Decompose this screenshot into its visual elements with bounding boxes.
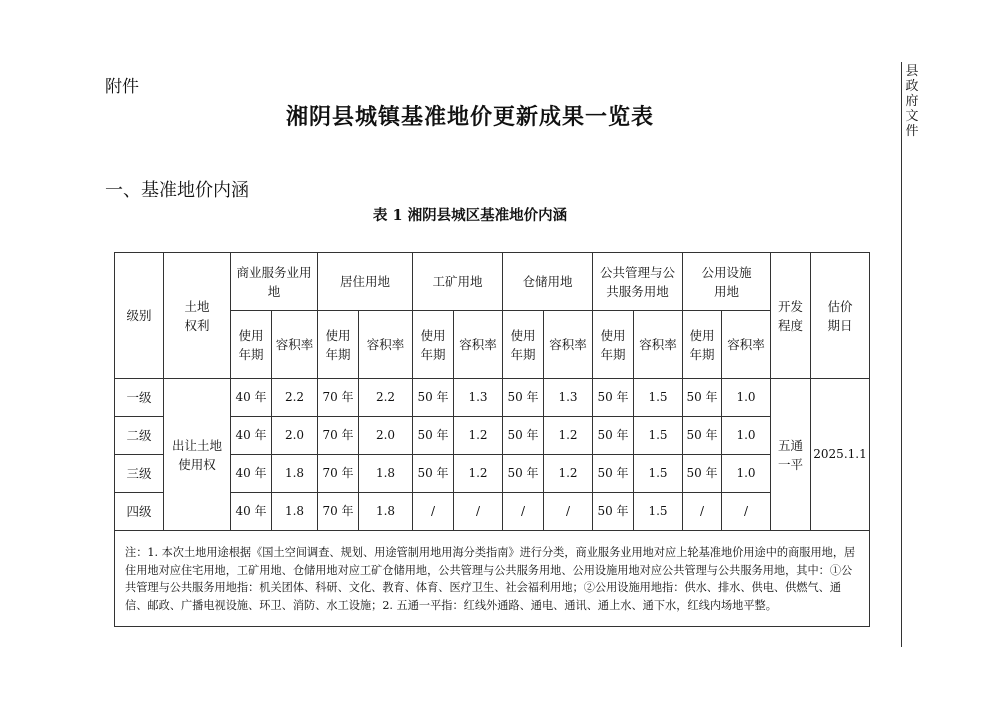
margin-divider-line: [901, 62, 902, 647]
table-cell: 1.2: [454, 417, 503, 455]
land-price-table: [114, 252, 870, 627]
subheader-period-text: 使用年期: [510, 327, 536, 362]
subheader-far: 容积率: [359, 311, 413, 379]
table-cell: 1.3: [544, 379, 593, 417]
table-cell: 2.0: [272, 417, 318, 455]
header-dev-degree-text: 开发程度: [777, 298, 803, 333]
subheader-period: [413, 311, 454, 379]
table-cell: 1.2: [454, 455, 503, 493]
subheader-period: [503, 311, 544, 379]
table-cell: 2.0: [359, 417, 413, 455]
header-industrial: 工矿用地: [413, 253, 503, 311]
table-cell: /: [413, 493, 454, 531]
subheader-period-text: 使用年期: [600, 327, 626, 362]
document-title: 湘阴县城镇基准地价更新成果一览表: [285, 104, 654, 130]
table-cell: /: [722, 493, 771, 531]
table-cell: 70 年: [318, 493, 359, 531]
subheader-far: 容积率: [634, 311, 683, 379]
subheader-period-text: 使用年期: [420, 327, 446, 362]
header-public-service: [593, 253, 683, 311]
header-land-right-text: 土地权利: [184, 298, 210, 333]
table-cell: 1.5: [634, 455, 683, 493]
table-cell: 1.0: [722, 417, 771, 455]
table-cell: 1.5: [634, 417, 683, 455]
land-right-value: [164, 379, 231, 531]
table-cell: 1.5: [634, 493, 683, 531]
table-cell: 1.3: [454, 379, 503, 417]
subheader-period-text: 使用年期: [689, 327, 715, 362]
table-cell: 50 年: [413, 417, 454, 455]
table-cell: 1.8: [272, 455, 318, 493]
header-residential: 居住用地: [318, 253, 413, 311]
header-warehouse: 仓储用地: [503, 253, 593, 311]
table-caption: 表 1 湘阴县城区基准地价内涵: [372, 207, 568, 224]
table-cell: /: [544, 493, 593, 531]
table-cell: 1.8: [359, 493, 413, 531]
subheader-far: 容积率: [272, 311, 318, 379]
subheader-period-text: 使用年期: [238, 327, 264, 362]
table-cell: 70 年: [318, 379, 359, 417]
subheader-period: [231, 311, 272, 379]
table-cell: 70 年: [318, 417, 359, 455]
table-cell: 40 年: [231, 417, 272, 455]
header-land-right: [164, 253, 231, 379]
subheader-period: [683, 311, 722, 379]
table-row: [115, 379, 870, 417]
subheader-period: [593, 311, 634, 379]
table-cell: 1.5: [634, 379, 683, 417]
table-cell: 50 年: [683, 379, 722, 417]
subheader-far: 容积率: [722, 311, 771, 379]
table-cell: 50 年: [503, 455, 544, 493]
header-utilities-text: 公用设施用地: [701, 264, 752, 299]
table-cell: 1.8: [359, 455, 413, 493]
section-heading: 一、基准地价内涵: [105, 180, 249, 201]
dev-degree-value-text: 五通一平: [777, 437, 803, 472]
table-cell: 1.0: [722, 379, 771, 417]
row-level: 一级: [115, 379, 164, 417]
table-cell: /: [503, 493, 544, 531]
table-cell: 1.2: [544, 455, 593, 493]
row-level: 三级: [115, 455, 164, 493]
header-public-service-text: 公共管理与公共服务用地: [599, 264, 675, 299]
table-cell: 50 年: [593, 417, 634, 455]
table-cell: 50 年: [503, 417, 544, 455]
table-cell: 50 年: [593, 379, 634, 417]
table-cell: /: [454, 493, 503, 531]
header-commercial: [231, 253, 318, 311]
subheader-far: 容积率: [544, 311, 593, 379]
subheader-period: [318, 311, 359, 379]
table-cell: 50 年: [683, 455, 722, 493]
table-cell: /: [683, 493, 722, 531]
table-cell: 50 年: [593, 455, 634, 493]
dev-degree-value: [771, 379, 811, 531]
header-level: 级别: [115, 253, 164, 379]
header-dev-degree: [771, 253, 811, 379]
table-cell: 1.2: [544, 417, 593, 455]
table-note: 注：1. 本次土地用途根据《国土空间调查、规划、用途管制用地用海分类指南》进行分类，商业服务业用地对应上轮基准地价用途中的商服用地，居住用地对应住宅用地，工矿用地、仓储用地对应工矿仓储用地，公共管理与公共服务用地、公用设施用地对应公共管理与公共服务用地，其中：①公共管理与公共服务用地指：机关团体、科研、文化、教育、体育、医疗卫生、社会福利用地；②公用设施用地指：供水、排水、供电、供燃气、通信、邮政、广播电视设施、环卫、消防、水工设施；2. 五通一平指：红线外通路、通电、通讯、通上水、通下水，红线内场地平整。: [115, 531, 870, 627]
table-cell: 40 年: [231, 455, 272, 493]
table-cell: 40 年: [231, 379, 272, 417]
side-margin-label: 县政府文件: [905, 64, 919, 139]
header-valuation-date: [811, 253, 870, 379]
valuation-date-value: 2025.1.1: [811, 379, 870, 531]
table-cell: 50 年: [593, 493, 634, 531]
header-utilities: [683, 253, 771, 311]
header-commercial-text: 商业服务业用地: [236, 264, 312, 299]
table-cell: 1.0: [722, 455, 771, 493]
table-cell: 40 年: [231, 493, 272, 531]
table-cell: 2.2: [359, 379, 413, 417]
table-cell: 50 年: [413, 455, 454, 493]
table-cell: 50 年: [413, 379, 454, 417]
row-level: 二级: [115, 417, 164, 455]
land-right-value-text: 出让土地使用权: [171, 437, 222, 472]
table-cell: 1.8: [272, 493, 318, 531]
header-valuation-date-text: 估价期日: [827, 298, 853, 333]
table-cell: 50 年: [683, 417, 722, 455]
table-cell: 2.2: [272, 379, 318, 417]
subheader-period-text: 使用年期: [325, 327, 351, 362]
table-cell: 50 年: [503, 379, 544, 417]
attachment-label: 附件: [105, 77, 139, 97]
row-level: 四级: [115, 493, 164, 531]
table-cell: 70 年: [318, 455, 359, 493]
subheader-far: 容积率: [454, 311, 503, 379]
